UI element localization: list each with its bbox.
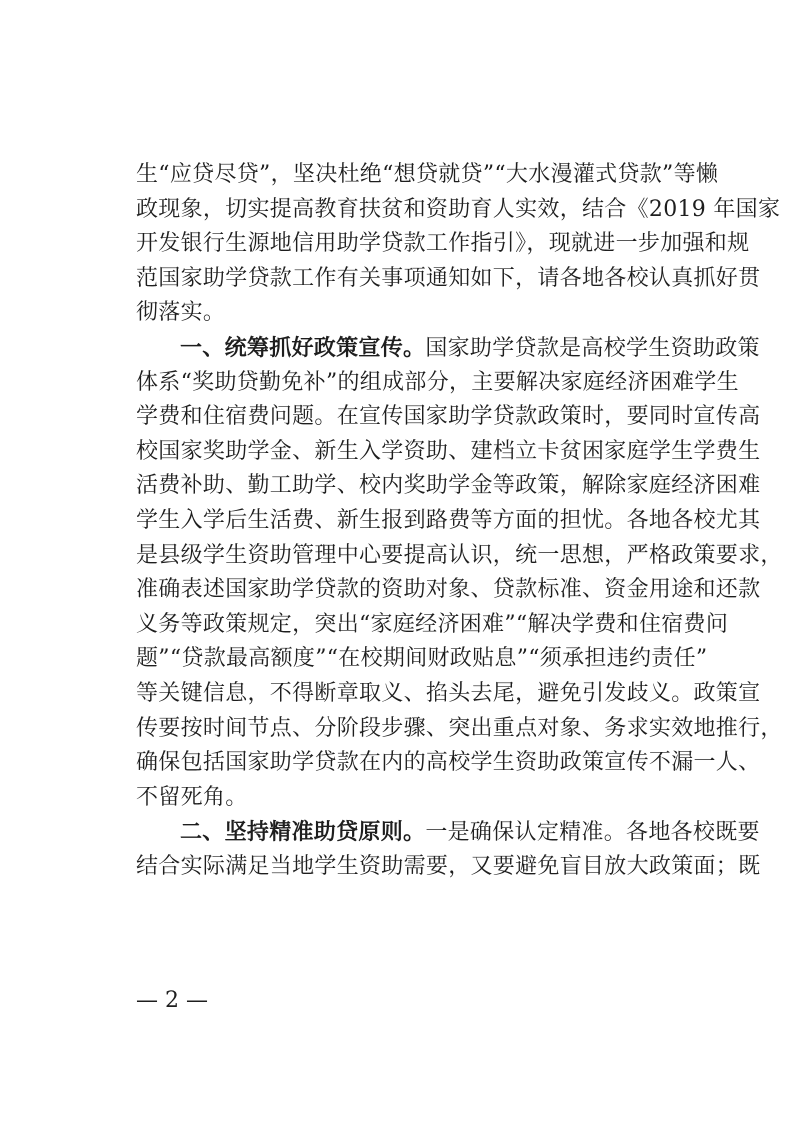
paragraph-line: 政现象，切实提高教育扶贫和资助育人实效，结合《2019 年国家 xyxy=(136,196,781,222)
section-one-heading: 一、统筹抓好政策宣传。 xyxy=(180,334,426,361)
paragraph-line: 生“应贷尽贷”，坚决杜绝“想贷就贷”“大水漫灌式贷款”等懒 xyxy=(136,162,719,187)
paragraph-line: 不留死角。 xyxy=(136,784,248,810)
section-two-first-line xyxy=(136,815,760,850)
paragraph-line: 彻落实。 xyxy=(136,300,226,326)
body-text xyxy=(136,158,783,884)
paragraph-line: 义务等政策规定，突出“家庭经济困难”“解决学费和住宿费问 xyxy=(136,611,729,637)
section-one-first-line xyxy=(136,331,760,366)
paragraph-line: 题”“贷款最高额度”“在校期间财政贴息”“须承担违约责任” xyxy=(136,646,708,672)
paragraph-line: 校国家奖助学金、新生入学资助、建档立卡贫困家庭学生学费生 xyxy=(136,438,761,464)
page-number: — 2 — xyxy=(136,988,208,1013)
paragraph-line: 体系“奖助贷勤免补”的组成部分，主要解决家庭经济困难学生 xyxy=(136,369,739,395)
paragraph-line: 开发银行生源地信用助学贷款工作指引》，现就进一步加强和规 xyxy=(136,231,750,257)
paragraph-line: 活费补助、勤工助学、校内奖助学金等政策，解除家庭经济困难 xyxy=(136,473,761,499)
paragraph-line: 结合实际满足当地学生资助需要，又要避免盲目放大政策面；既 xyxy=(136,853,761,879)
paragraph-line: 等关键信息，不得断章取义、掐头去尾，避免引发歧义。政策宣 xyxy=(136,680,761,706)
section-two-first-line-text: 一是确保认定精准。各地各校既要 xyxy=(425,820,760,846)
paragraph-line: 学费和住宿费问题。在宣传国家助学贷款政策时，要同时宣传高 xyxy=(136,404,761,430)
paragraph-line: 学生入学后生活费、新生报到路费等方面的担忧。各地各校尤其 xyxy=(136,507,761,533)
paragraph-line: 确保包括国家助学贷款在内的高校学生资助政策宣传不漏一人、 xyxy=(136,750,761,776)
paragraph-line: 范国家助学贷款工作有关事项通知如下，请各地各校认真抓好贯 xyxy=(136,265,761,291)
paragraph-line: 传要按时间节点、分阶段步骤、突出重点对象、务求实效地推行， xyxy=(136,715,783,741)
paragraph-line: 准确表述国家助学贷款的资助对象、贷款标准、资金用途和还款 xyxy=(136,577,761,603)
paragraph-line: 是县级学生资助管理中心要提高认识，统一思想，严格政策要求， xyxy=(136,542,783,568)
section-one-first-line-text: 国家助学贷款是高校学生资助政策 xyxy=(425,335,760,361)
section-two-heading: 二、坚持精准助贷原则。 xyxy=(180,819,426,846)
